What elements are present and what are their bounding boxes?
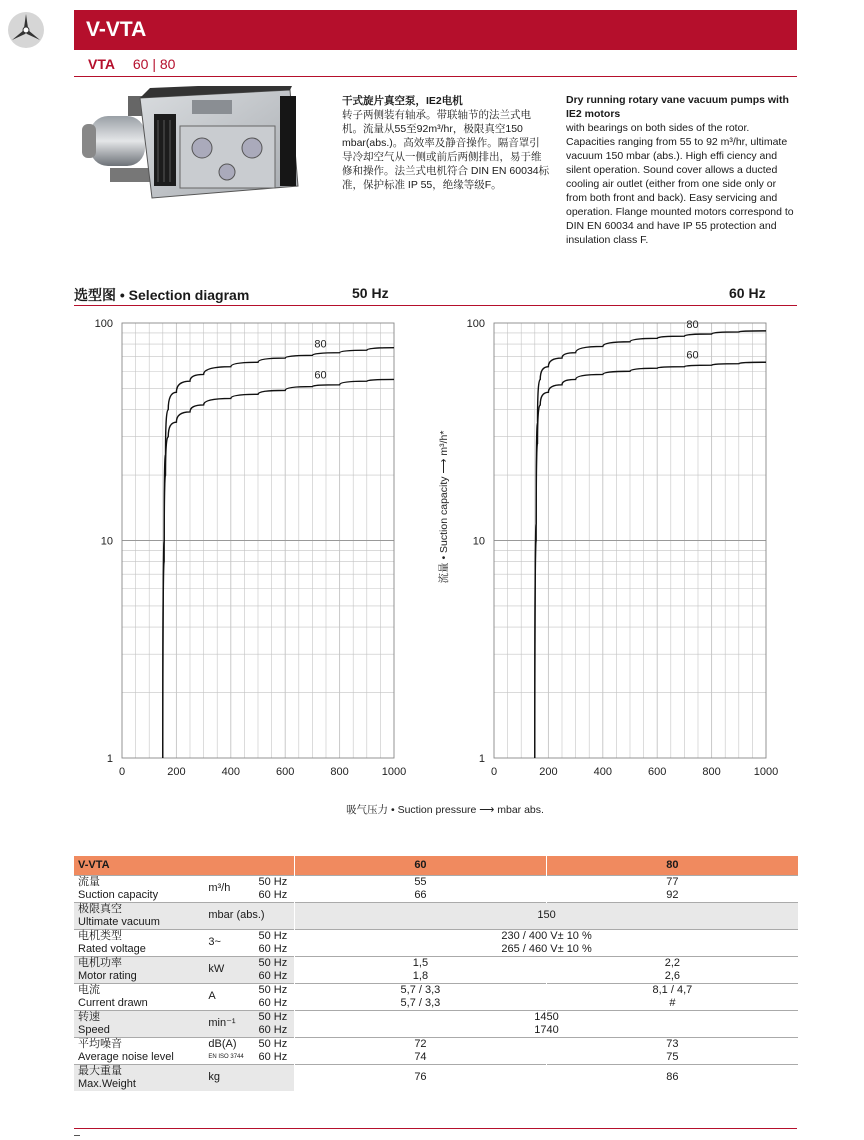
table-row — [74, 956, 798, 970]
table-cell: # — [546, 997, 798, 1011]
table-cell: 75 — [546, 1051, 798, 1065]
row-label-cn: 电机功率 — [74, 956, 204, 970]
series-label: 80 — [314, 338, 327, 351]
table-row — [74, 929, 798, 943]
row-label-cn: 最大重量 — [74, 1064, 204, 1078]
y-tick-label: 100 — [94, 318, 113, 330]
table-cell: 55 — [295, 875, 547, 889]
subtitle — [88, 56, 175, 72]
table-cell: 230 / 400 V± 10 % — [295, 929, 798, 943]
row-hz: 50 Hz — [254, 929, 294, 943]
table-row — [74, 1010, 798, 1024]
row-label-cn: 极限真空 — [74, 902, 204, 916]
row-unit-note: EN ISO 3744 — [208, 1053, 244, 1060]
row-label-en: Ultimate vacuum — [74, 916, 204, 930]
series-line-80 — [163, 348, 394, 758]
row-hz: 50 Hz — [254, 1037, 294, 1051]
row-label-cn: 平均噪音 — [74, 1037, 204, 1051]
row-label-en: Rated voltage — [78, 942, 146, 955]
pump-photo — [80, 86, 310, 216]
x-tick-label: 800 — [702, 766, 721, 778]
table-header-60: 60 — [295, 856, 547, 875]
description-en-body: with bearings on both sides of the rotor. Capacities ranging from 55 to 92 m³/hr, ultimate vacuum 150 mbar (abs.). High effi ciency and silent operation. Sound cover allows a ducted cooling air outlet (either from one side only or from both front and back). Easy servicing and operation. Flange mounted motors correspond to DIN EN 60034 and have IP 55 protection and insulation class F. — [566, 122, 794, 246]
description-en-head: Dry running rotary vane vacuum pumps with IE2 motors — [566, 94, 789, 120]
table-row — [74, 1024, 798, 1038]
row-hz: 60 Hz — [258, 888, 288, 901]
table-row — [74, 1064, 798, 1078]
row-hz: 50 Hz — [254, 875, 294, 889]
row-label-cn: 流量 — [74, 875, 204, 889]
divider — [74, 76, 797, 77]
spec-table — [74, 856, 798, 1091]
x-tick-label: 0 — [118, 766, 126, 778]
table-cell: 150 — [295, 902, 798, 929]
description-english — [566, 93, 798, 247]
description-chinese — [342, 94, 550, 192]
y-tick-label: 100 — [466, 318, 485, 330]
row-unit: dB(A) — [204, 1037, 254, 1051]
table-cell: 1450 — [295, 1010, 798, 1024]
row-unit: 3~ — [204, 929, 254, 956]
x-tick-label: 200 — [539, 766, 558, 778]
table-header-row — [74, 856, 798, 875]
table-row — [74, 943, 798, 957]
description-cn-head: 干式旋片真空泵，IE2电机 — [342, 95, 463, 107]
table-cell: 74 — [295, 1051, 547, 1065]
selection-charts — [0, 310, 864, 830]
table-cell: 1740 — [295, 1024, 798, 1038]
table-cell: 5,7 / 3,3 — [295, 983, 547, 997]
row-hz: 60 Hz — [254, 1024, 294, 1038]
row-label-en: Max.Weight — [74, 1078, 204, 1091]
x-tick-label: 600 — [648, 766, 667, 778]
table-cell: 76 — [295, 1064, 547, 1091]
row-label-en: Motor rating — [74, 970, 204, 984]
row-unit: mbar (abs.) — [204, 902, 294, 929]
row-label-en: Average noise level — [78, 1050, 174, 1063]
table-cell: 66 — [295, 889, 547, 903]
table-cell: 86 — [546, 1064, 798, 1091]
y-tick-label: 1 — [106, 753, 113, 765]
row-hz: 50 Hz — [254, 983, 294, 997]
y-tick-label: 10 — [472, 535, 485, 548]
x-tick-label: 400 — [221, 766, 240, 778]
footer-dash — [74, 1135, 80, 1136]
table-cell: 1,5 — [295, 956, 547, 970]
row-unit: kg — [204, 1064, 294, 1091]
x-tick-label: 800 — [330, 766, 349, 778]
y-tick-label: 1 — [478, 753, 485, 765]
table-row — [74, 875, 798, 889]
row-hz: 60 Hz — [258, 996, 288, 1009]
model-name: VTA — [88, 56, 115, 72]
x-axis-label: 吸气压力 • Suction pressure ⟶ mbar abs. — [346, 804, 544, 816]
row-hz: 60 Hz — [254, 970, 294, 984]
selection-title: 选型图 • Selection diagram — [74, 287, 250, 303]
description-cn-body: 转子两侧装有轴承。带联轴节的法兰式电机。流量从55至92m³/hr，极限真空150 mbar(abs.)。高效率及静音操作。隔音罩引导冷却空气从一侧或前后两侧排出，易于维修和操作。法兰式电机符合 DIN EN 60034标准，保护标准 IP 55，绝缘等级F。 — [342, 109, 550, 191]
row-hz: 60 Hz — [258, 942, 288, 955]
table-header-80: 80 — [546, 856, 798, 875]
brand-logo-icon — [6, 10, 46, 50]
series-line-80 — [535, 331, 766, 758]
table-cell: 77 — [546, 875, 798, 889]
table-cell: 1,8 — [295, 970, 547, 984]
series-label: 60 — [686, 349, 699, 362]
row-label-en: Suction capacity — [78, 888, 159, 901]
table-cell: 73 — [546, 1037, 798, 1051]
row-hz: 50 Hz — [254, 956, 294, 970]
x-tick-label: 400 — [593, 766, 612, 778]
row-unit: m³/h — [204, 875, 254, 902]
label-50hz: 50 Hz — [352, 285, 389, 301]
table-row — [74, 902, 798, 916]
x-tick-label: 200 — [167, 766, 186, 778]
series-line-60 — [535, 362, 766, 758]
table-cell: 8,1 / 4,7 — [546, 983, 798, 997]
title-bar — [74, 10, 797, 50]
row-label-cn: 电流 — [74, 983, 204, 997]
row-label-cn: 电机类型 — [74, 929, 204, 943]
table-row — [74, 997, 798, 1011]
series-label: 80 — [686, 319, 699, 332]
row-unit: min⁻¹ — [204, 1010, 254, 1037]
row-hz: 50 Hz — [254, 1010, 294, 1024]
y-axis-label: 流量 • Suction capacity ⟶ m³/h* — [438, 430, 450, 584]
table-row — [74, 889, 798, 903]
table-row — [74, 1051, 798, 1065]
table-cell: 72 — [295, 1037, 547, 1051]
series-line-60 — [163, 379, 394, 758]
label-60hz: 60 Hz — [729, 285, 766, 301]
series-label: 60 — [314, 369, 327, 382]
divider — [74, 305, 797, 306]
table-row — [74, 1037, 798, 1051]
table-header-model: V-VTA — [74, 856, 295, 875]
chart-50hz — [95, 318, 407, 778]
row-unit: A — [204, 983, 254, 1010]
x-tick-label: 1000 — [753, 766, 779, 778]
model-variants: 60 | 80 — [132, 56, 176, 72]
row-label-cn: 转速 — [74, 1010, 204, 1024]
y-tick-label: 10 — [100, 535, 113, 548]
table-cell: 5,7 / 3,3 — [295, 997, 547, 1011]
row-hz: 60 Hz — [258, 1050, 288, 1063]
row-label-en: Current drawn — [78, 996, 148, 1009]
row-unit: kW — [204, 956, 254, 983]
table-row — [74, 970, 798, 984]
table-row — [74, 983, 798, 997]
page-title: V-VTA — [86, 18, 147, 41]
row-label-en: Speed — [74, 1024, 204, 1038]
x-tick-label: 1000 — [381, 766, 407, 778]
x-tick-label: 0 — [490, 766, 498, 778]
x-tick-label: 600 — [276, 766, 295, 778]
divider — [74, 1128, 797, 1129]
chart-60hz — [467, 318, 779, 778]
table-cell: 2,6 — [546, 970, 798, 984]
table-cell: 265 / 460 V± 10 % — [295, 943, 798, 957]
table-cell: 92 — [546, 889, 798, 903]
table-cell: 2,2 — [546, 956, 798, 970]
